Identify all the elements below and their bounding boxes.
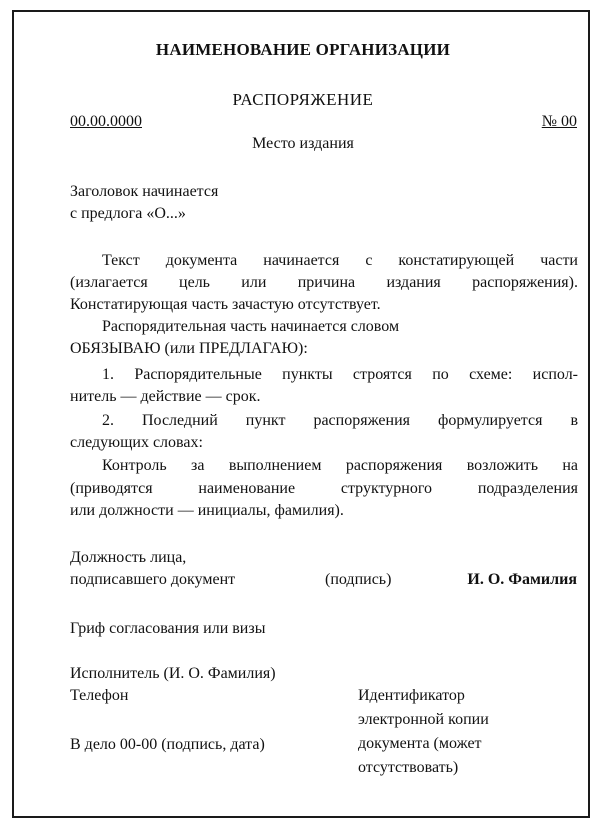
case-file-note: В дело 00-00 (подпись, дата) <box>70 736 265 753</box>
item-1-line-1: 1. Распорядительные пункты строятся по схеме: испол- <box>102 366 578 383</box>
control-line-2: (приводятся наименование структурного подразделения <box>70 480 578 497</box>
identifier-line-3: документа (может <box>358 735 482 752</box>
approval-stamp: Гриф согласования или визы <box>70 620 266 637</box>
item-2-line-2: следующих словах: <box>70 434 203 451</box>
body-paragraph-1-line-1: Текст документа начинается с констатирующей части <box>102 252 578 269</box>
executor-phone: Телефон <box>70 687 129 704</box>
body-paragraph-2-line-2: ОБЯЗЫВАЮ (или ПРЕДЛАГАЮ): <box>70 340 308 357</box>
body-paragraph-1-line-3: Констатирующая часть зачастую отсутствует. <box>70 296 381 313</box>
document-date: 00.00.0000 <box>70 113 142 130</box>
signatory-position-line-1: Должность лица, <box>70 549 187 566</box>
item-1-line-2: нитель — действие — срок. <box>70 388 261 405</box>
identifier-line-1: Идентификатор <box>358 687 465 704</box>
identifier-line-2: электронной копии <box>358 711 489 728</box>
signature-placeholder: (подпись) <box>325 571 392 588</box>
document-type: РАСПОРЯЖЕНИЕ <box>232 90 374 109</box>
organization-name: НАИМЕНОВАНИЕ ОРГАНИЗАЦИИ <box>155 40 451 59</box>
executor: Исполнитель (И. О. Фамилия) <box>70 665 276 682</box>
title-line-1: Заголовок начинается <box>70 183 219 200</box>
control-line-3: или должности — инициалы, фамилия). <box>70 502 344 519</box>
body-paragraph-1-line-2: (излагается цель или причина издания распоряжения). <box>70 274 578 291</box>
body-paragraph-2-line-1: Распорядительная часть начинается словом <box>102 318 400 335</box>
item-2-line-1: 2. Последний пункт распоряжения формулируется в <box>102 412 578 429</box>
document-number: № 00 <box>541 113 577 130</box>
identifier-line-4: отсутствовать) <box>358 759 459 776</box>
signatory-name: И. О. Фамилия <box>467 571 577 588</box>
control-line-1: Контроль за выполнением распоряжения возложить на <box>102 457 578 474</box>
place-of-issue: Место издания <box>252 135 354 152</box>
title-line-2: с предлога «О...» <box>70 205 186 222</box>
signatory-position-line-2: подписавшего документ <box>70 571 236 588</box>
